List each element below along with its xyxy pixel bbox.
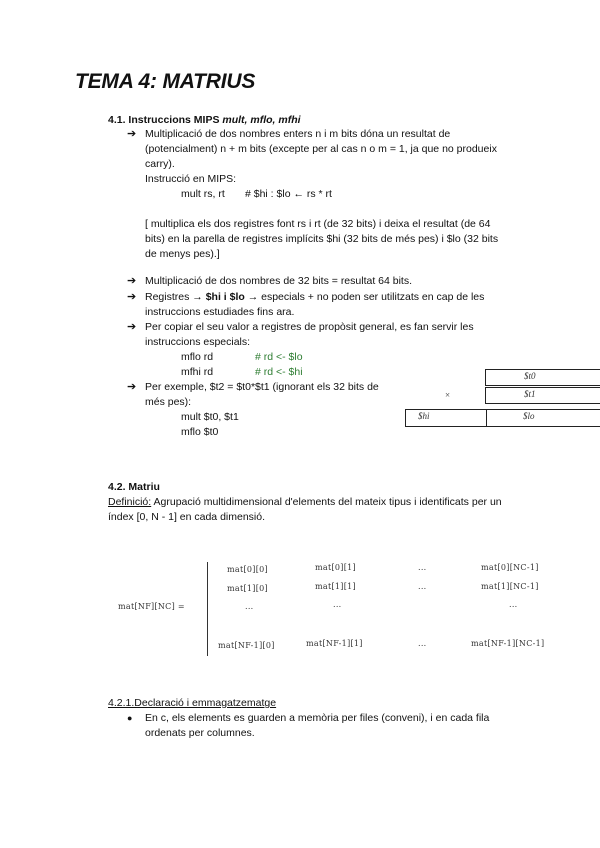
storage-bullet-line-1: En c, els elements es guarden a memòria per files (conveni), i en cada fila xyxy=(145,712,490,724)
bullet-1-line-1: Multiplicació de dos nombres enters n i m bits dóna un resultat de xyxy=(145,128,451,140)
page-title: TEMA 4: MATRIUS xyxy=(75,70,256,93)
bullet-3-post: → especials + no poden ser utilitzats en cap de les xyxy=(244,291,485,303)
mfhi-code: mfhi rd xyxy=(181,366,214,378)
register-t1-label: $t1 xyxy=(524,389,536,399)
section-4-1-heading xyxy=(108,113,301,128)
bullet-3-bold: $hi i $lo xyxy=(205,291,245,303)
matrix-cell: mat[1][1] xyxy=(315,582,356,591)
matrix-cell: mat[1][NC-1] xyxy=(481,582,539,591)
matrix-lhs: mat[NF][NC] = xyxy=(118,602,185,611)
matrix-cell: ... xyxy=(245,602,254,611)
arrow-bullet-icon: ➔ xyxy=(127,275,137,287)
matrix-cell: mat[NF-1][0] xyxy=(218,641,275,650)
note-line-3: de menys pes).] xyxy=(145,248,220,260)
note-line-1: [ multiplica els dos registres font rs i rt (de 32 bits) i deixa el resultat (de 64 xyxy=(145,218,491,230)
example-mult: mult $t0, $t1 xyxy=(181,411,239,423)
matrix-cell: ... xyxy=(418,639,427,648)
arrow-bullet-icon: ➔ xyxy=(127,381,137,393)
section-4-2-1-heading: 4.2.1.Declaració i emmagatzematge xyxy=(108,697,277,709)
matrix-cell: mat[1][0] xyxy=(227,584,268,593)
mfhi-comment: # rd <- $hi xyxy=(255,366,303,378)
storage-bullet-line-2: ordenats per columnes. xyxy=(145,727,255,739)
bullet-3-line-2: instruccions estudiades fins ara. xyxy=(145,306,295,318)
bullet-4-line-1: Per copiar el seu valor a registres de propòsit general, es fan servir les xyxy=(145,321,474,333)
matrix-cell: mat[NF-1][1] xyxy=(306,639,363,648)
matrix-cell: mat[0][1] xyxy=(315,563,356,572)
bullet-1-line-2: (potencialment) n + m bits (excepte per al cas n o m = 1, ja que no produeix xyxy=(145,143,497,155)
definition-line-2: índex [0, N - 1] en cada dimensió. xyxy=(108,511,266,523)
times-sign: × xyxy=(445,390,451,400)
note-line-2: bits) en la parella de registres implícits $hi (32 bits de més pes) i $lo (32 bits xyxy=(145,233,499,245)
matrix-cell: ... xyxy=(509,600,518,609)
bullet-dot-icon: ● xyxy=(127,713,133,723)
mflo-comment: # rd <- $lo xyxy=(255,351,303,363)
example-mflo: mflo $t0 xyxy=(181,426,219,438)
matrix-cell: mat[NF-1][NC-1] xyxy=(471,639,545,648)
section-4-1-heading-italic: mult, mflo, mfhi xyxy=(222,114,301,126)
matrix-cell: mat[0][NC-1] xyxy=(481,563,539,572)
bullet-1-line-3: carry). xyxy=(145,158,175,170)
bullet-5-line-2: més pes): xyxy=(145,396,192,408)
instruction-label: Instrucció en MIPS: xyxy=(145,173,237,185)
register-lo-box xyxy=(485,409,600,427)
register-t0-box xyxy=(485,369,600,386)
register-lo-label: $lo xyxy=(523,411,535,421)
register-t0-label: $t0 xyxy=(524,371,536,381)
bullet-5-line-1: Per exemple, $t2 = $t0*$t1 (ignorant els 32 bits de xyxy=(145,381,379,393)
bullet-3-line-1 xyxy=(145,290,484,305)
definition-line-1 xyxy=(108,495,502,510)
matrix-cell: ... xyxy=(418,563,427,572)
section-4-1-heading-text: 4.1. Instruccions MIPS xyxy=(108,114,223,126)
register-hi-label: $hi xyxy=(418,411,430,421)
mult-code: mult rs, rt xyxy=(181,188,225,200)
register-t1-box xyxy=(485,387,600,404)
mult-comment: # $hi : $lo ← rs * rt xyxy=(245,188,332,200)
matrix-cell: mat[0][0] xyxy=(227,565,268,574)
section-4-2-heading: 4.2. Matriu xyxy=(108,481,160,493)
bullet-3-pre: Registres → xyxy=(145,291,206,303)
arrow-bullet-icon: ➔ xyxy=(127,291,137,303)
matrix-cell: ... xyxy=(418,582,427,591)
bullet-4-line-2: instruccions especials: xyxy=(145,336,251,348)
definition-label: Definició: xyxy=(108,496,152,508)
arrow-bullet-icon: ➔ xyxy=(127,321,137,333)
matrix-bracket xyxy=(207,562,208,656)
matrix-cell: ... xyxy=(333,600,342,609)
bullet-2: Multiplicació de dos nombres de 32 bits = resultat 64 bits. xyxy=(145,275,413,287)
arrow-bullet-icon: ➔ xyxy=(127,128,137,140)
mflo-code: mflo rd xyxy=(181,351,214,363)
register-hi-box xyxy=(405,409,487,427)
definition-text: Agrupació multidimensional d'elements del mateix tipus i identificats per un xyxy=(151,496,502,508)
